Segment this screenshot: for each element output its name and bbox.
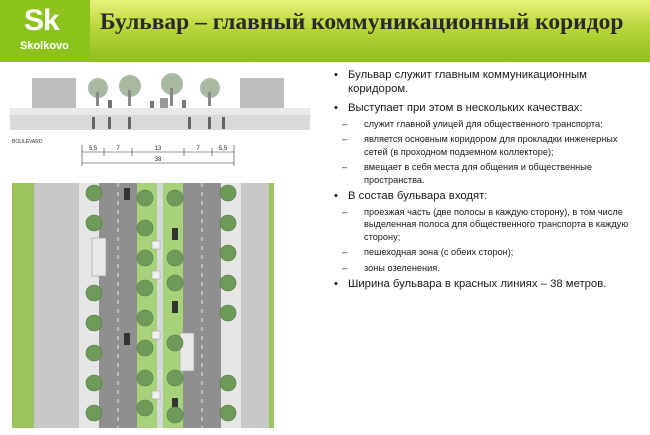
section-ground — [10, 108, 310, 115]
sub-bullet-3-1: – проезжая часть (две полосы в каждую сторону), в том числе выделенная полоса для общественного транспорта в каждую сторону; — [342, 207, 629, 242]
header-banner — [0, 0, 650, 62]
dim-median: 13 — [154, 146, 162, 152]
boulevard-plan — [12, 183, 274, 428]
sub-bullet-2-2: – является основным коридором для прокладки инженерных сетей (в проходном подземном коллекторе); — [342, 134, 618, 157]
dim-road-left: 7 — [116, 146, 120, 152]
dim-total: 38 — [154, 157, 162, 163]
sub-bullet-3-3: – зоны озеленения. — [342, 262, 440, 273]
section-people — [108, 98, 186, 108]
bullet-3: • В состав бульвара входят: — [334, 190, 488, 203]
section-label: BOULEVARD — [12, 139, 43, 145]
bullet-4: • Ширина бульвара в красных линиях – 38 метров. — [334, 278, 607, 291]
sub-bullet-2-1: – служит главной улицей для общественного транспорта; — [342, 119, 603, 129]
boulevard-cross-section — [10, 70, 310, 170]
dim-sidewalk-left: 5,5 — [88, 146, 98, 152]
skolkovo-logo — [0, 0, 90, 62]
dim-sidewalk-right: 5,5 — [218, 146, 228, 152]
plan-building-left — [34, 183, 79, 428]
sub-bullet-text: вмещает в себя места для общения и общественные пространства. — [364, 162, 592, 185]
logo-text: Skolkovo — [20, 40, 69, 52]
bullet-1: • Бульвар служит главным коммуникационным коридором. — [334, 69, 587, 95]
bullet-4-text: Ширина бульвара в красных линиях – 38 метров. — [348, 278, 607, 291]
bullet-2: • Выступает при этом в нескольких качествах: — [334, 102, 583, 114]
plan-green-left — [12, 183, 34, 428]
plan-building-right — [241, 183, 269, 428]
plan-pavilion-left — [92, 238, 106, 276]
sub-bullet-3-2: – пешеходная зона (с обеих сторон); — [342, 247, 514, 258]
bullet-3-text: В состав бульвара входят: — [348, 190, 488, 203]
logo-mark: Sk — [24, 4, 59, 37]
sub-bullet-text: пешеходная зона (с обеих сторон); — [364, 247, 514, 258]
plan-pavilion-right — [180, 333, 194, 371]
bullet-1-text: Бульвар служит главным коммуникационным коридором. — [348, 69, 587, 95]
sub-bullet-text: служит главной улицей для общественного транспорта; — [364, 119, 603, 129]
dim-road-right: 7 — [196, 146, 200, 152]
page-title: Бульвар – главный коммуникационный коридор — [100, 9, 624, 35]
sub-bullet-text: проезжая часть (две полосы в каждую сторону), в том числе выделенная полоса для общественного транспорта в каждую сторону; — [364, 207, 629, 242]
description — [334, 68, 634, 294]
plan-green-right — [269, 183, 274, 428]
sub-bullet-text: является основным коридором для прокладки инженерных сетей (в проходном подземном коллекторе); — [364, 134, 618, 157]
sub-bullet-text: зоны озеленения. — [364, 262, 440, 273]
section-underground — [10, 115, 310, 130]
bullet-2-text: Выступает при этом в нескольких качествах: — [348, 102, 583, 114]
sub-bullet-2-3: – вмещает в себя места для общения и общественные пространства. — [342, 162, 592, 185]
